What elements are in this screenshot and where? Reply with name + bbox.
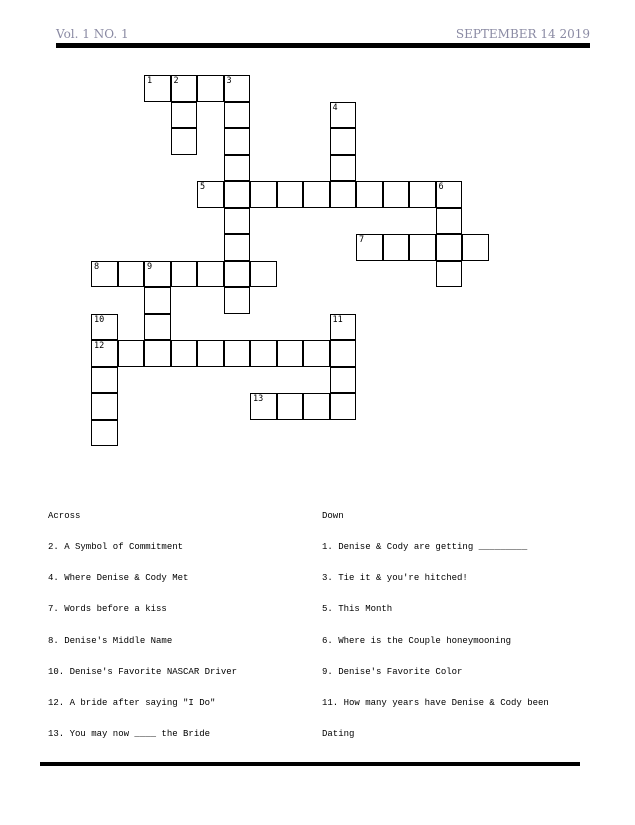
crossword-cell[interactable] bbox=[224, 208, 251, 235]
clue-number: 6 bbox=[438, 182, 444, 192]
crossword-cell[interactable] bbox=[409, 181, 436, 208]
volume-label: Vol. 1 NO. 1 bbox=[56, 27, 129, 41]
clue-number: 5 bbox=[200, 182, 206, 192]
crossword-cell[interactable] bbox=[330, 102, 357, 129]
clue-number: 13 bbox=[253, 394, 264, 404]
crossword-cell[interactable] bbox=[436, 261, 463, 288]
crossword-cell[interactable] bbox=[224, 102, 251, 129]
crossword-cell[interactable] bbox=[303, 393, 330, 420]
crossword-cell[interactable] bbox=[250, 340, 277, 367]
crossword-cell[interactable] bbox=[224, 181, 251, 208]
clue-across: 12. A bride after saying "I Do" bbox=[48, 698, 216, 709]
crossword-cell[interactable] bbox=[436, 181, 463, 208]
clue-down: 5. This Month bbox=[322, 604, 393, 615]
clue-down: 3. Tie it & you're hitched! bbox=[322, 573, 468, 584]
crossword-cell[interactable] bbox=[144, 314, 171, 341]
crossword-cell[interactable] bbox=[197, 261, 224, 288]
crossword-cell[interactable] bbox=[91, 393, 118, 420]
crossword-cell[interactable] bbox=[356, 234, 383, 261]
crossword-cell[interactable] bbox=[330, 367, 357, 394]
clue-down: Dating bbox=[322, 729, 355, 740]
crossword-cell[interactable] bbox=[224, 261, 251, 288]
crossword-cell[interactable] bbox=[462, 234, 489, 261]
clue-number: 3 bbox=[226, 76, 232, 86]
crossword-cell[interactable] bbox=[383, 234, 410, 261]
crossword-cell[interactable] bbox=[197, 181, 224, 208]
crossword-cell[interactable] bbox=[144, 75, 171, 102]
clue-across: 8. Denise's Middle Name bbox=[48, 635, 173, 646]
crossword-cell[interactable] bbox=[250, 181, 277, 208]
crossword-cell[interactable] bbox=[91, 340, 118, 367]
crossword-cell[interactable] bbox=[224, 234, 251, 261]
crossword-cell[interactable] bbox=[197, 340, 224, 367]
crossword-cell[interactable] bbox=[197, 75, 224, 102]
clue-number: 9 bbox=[147, 261, 153, 272]
clue-number: 7 bbox=[359, 235, 365, 245]
crossword-grid bbox=[91, 75, 517, 447]
down-clues bbox=[322, 490, 602, 750]
crossword-cell[interactable] bbox=[118, 261, 145, 288]
crossword-cell[interactable] bbox=[409, 234, 436, 261]
crossword-cell[interactable] bbox=[224, 75, 251, 102]
header-rule bbox=[56, 43, 590, 48]
crossword-cell[interactable] bbox=[91, 261, 118, 288]
crossword-cell[interactable] bbox=[330, 314, 357, 341]
crossword-cell[interactable] bbox=[303, 181, 330, 208]
crossword-cell[interactable] bbox=[277, 340, 304, 367]
crossword-cell[interactable] bbox=[330, 155, 357, 182]
crossword-cell[interactable] bbox=[224, 287, 251, 314]
crossword-cell[interactable] bbox=[224, 128, 251, 155]
crossword-cell[interactable] bbox=[171, 261, 198, 288]
crossword-cell[interactable] bbox=[144, 287, 171, 314]
clue-across: 13. You may now ____ the Bride bbox=[48, 729, 211, 740]
footer-rule bbox=[40, 762, 580, 766]
clue-down: 6. Where is the Couple honeymooning bbox=[322, 635, 512, 646]
crossword-cell[interactable] bbox=[303, 340, 330, 367]
crossword-cell[interactable] bbox=[330, 393, 357, 420]
crossword-cell[interactable] bbox=[171, 102, 198, 129]
across-heading: Across bbox=[48, 510, 81, 521]
clue-across: 7. Words before a kiss bbox=[48, 604, 167, 615]
down-heading: Down bbox=[322, 510, 344, 521]
crossword-cell[interactable] bbox=[224, 340, 251, 367]
crossword-cell[interactable] bbox=[330, 340, 357, 367]
clue-number: 1 bbox=[147, 76, 153, 86]
clue-number: 11 bbox=[332, 314, 343, 325]
clue-number: 12 bbox=[94, 341, 105, 351]
crossword-cell[interactable] bbox=[91, 314, 118, 341]
crossword-cell[interactable] bbox=[171, 75, 198, 102]
crossword-cell[interactable] bbox=[144, 261, 171, 288]
clue-down: 1. Denise & Cody are getting _________ bbox=[322, 542, 528, 553]
crossword-cell[interactable] bbox=[436, 234, 463, 261]
crossword-cell[interactable] bbox=[330, 181, 357, 208]
clue-down: 11. How many years have Denise & Cody been bbox=[322, 698, 549, 709]
crossword-cell[interactable] bbox=[91, 367, 118, 394]
clue-number: 10 bbox=[94, 314, 105, 325]
crossword-cell[interactable] bbox=[356, 181, 383, 208]
crossword-cell[interactable] bbox=[436, 208, 463, 235]
crossword-cell[interactable] bbox=[330, 128, 357, 155]
clue-number: 8 bbox=[94, 261, 100, 272]
clue-across: 10. Denise's Favorite NASCAR Driver bbox=[48, 666, 238, 677]
clue-number: 2 bbox=[173, 76, 179, 86]
crossword-cell[interactable] bbox=[277, 181, 304, 208]
across-clues bbox=[48, 490, 298, 750]
crossword-cell[interactable] bbox=[171, 340, 198, 367]
clue-across: 2. A Symbol of Commitment bbox=[48, 542, 184, 553]
crossword-cell[interactable] bbox=[250, 261, 277, 288]
crossword-cell[interactable] bbox=[118, 340, 145, 367]
clue-down: 9. Denise's Favorite Color bbox=[322, 666, 463, 677]
crossword-cell[interactable] bbox=[383, 181, 410, 208]
crossword-cell[interactable] bbox=[91, 420, 118, 447]
crossword-cell[interactable] bbox=[144, 340, 171, 367]
crossword-cell[interactable] bbox=[250, 393, 277, 420]
clue-across: 4. Where Denise & Cody Met bbox=[48, 573, 189, 584]
crossword-cell[interactable] bbox=[171, 128, 198, 155]
clue-number: 4 bbox=[332, 102, 338, 113]
crossword-cell[interactable] bbox=[224, 155, 251, 182]
crossword-cell[interactable] bbox=[277, 393, 304, 420]
date-label: SEPTEMBER 14 2019 bbox=[455, 27, 590, 41]
